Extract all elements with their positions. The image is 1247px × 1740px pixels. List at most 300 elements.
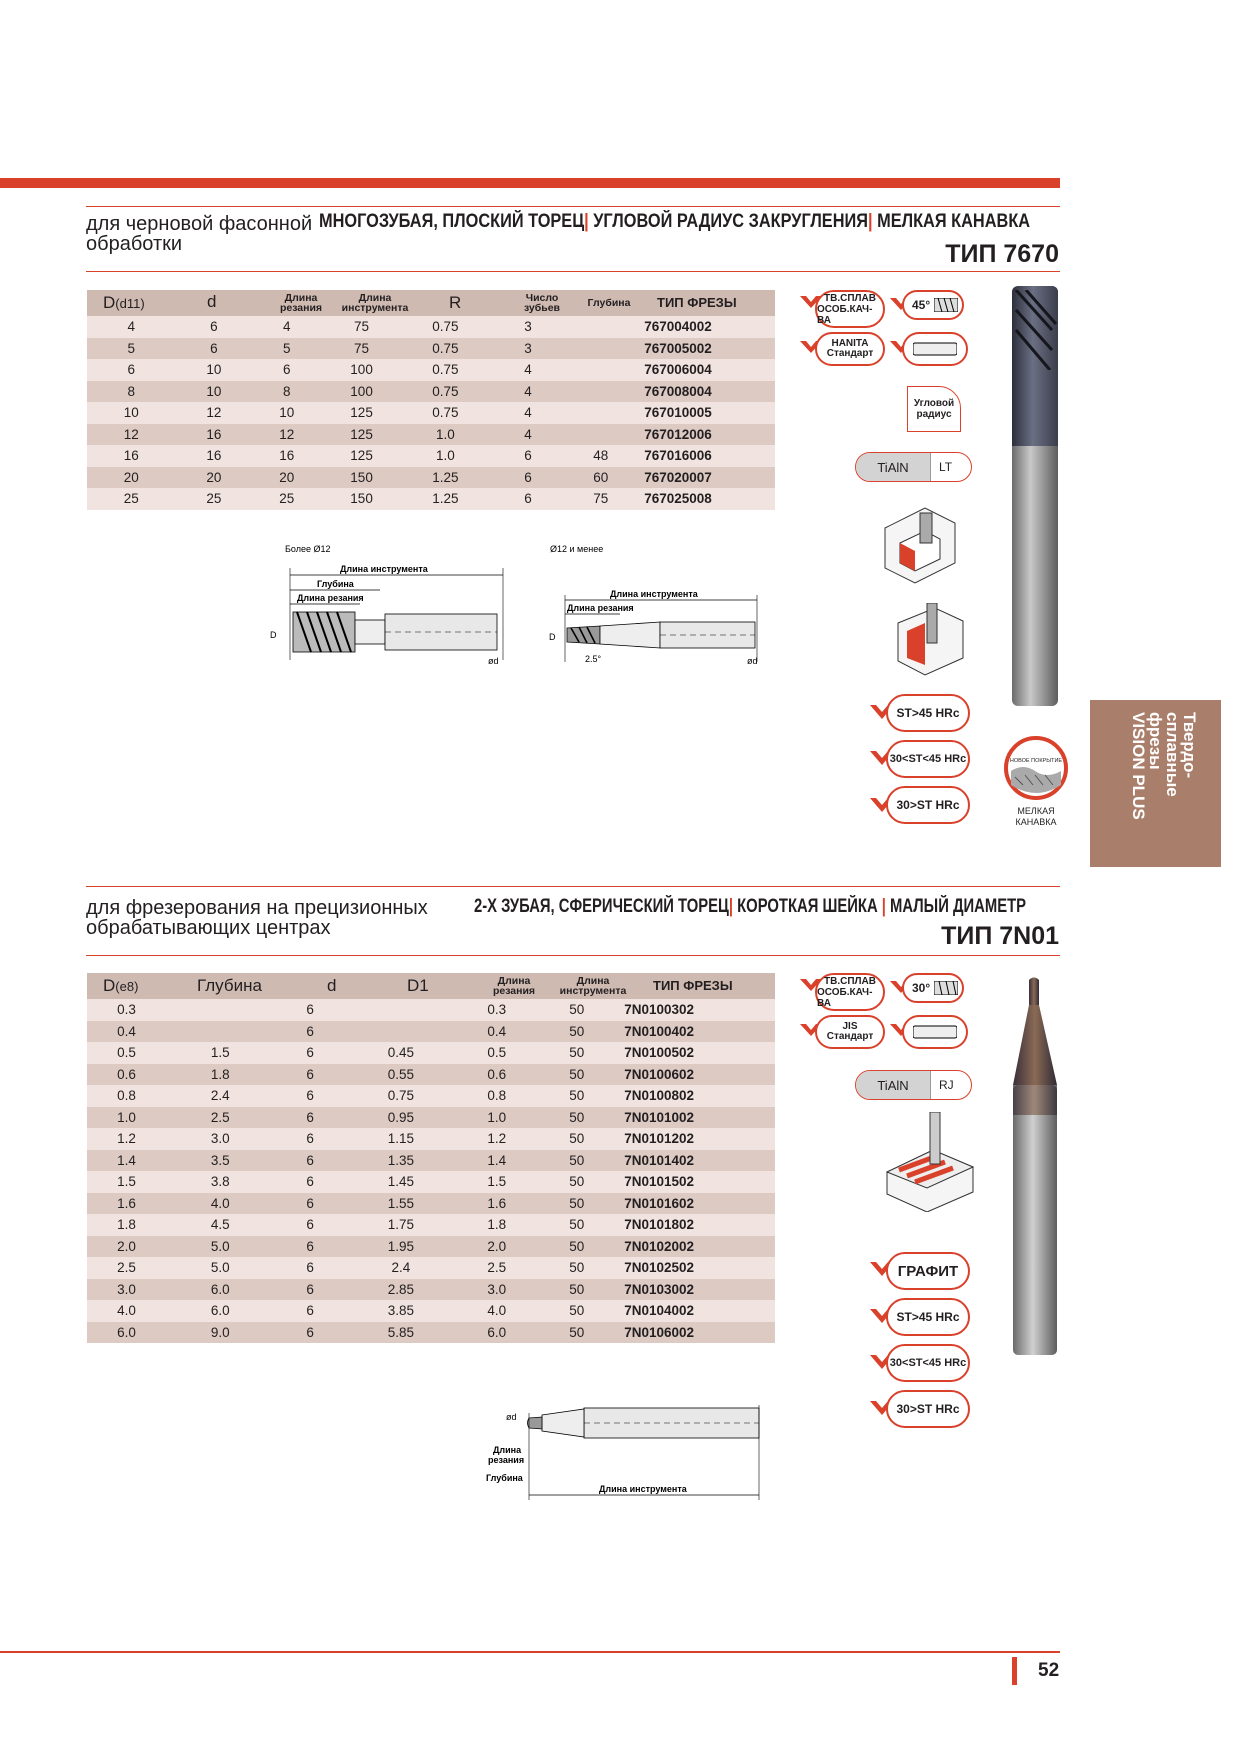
section2-type: ТИП 7N01 [941, 922, 1059, 950]
table-cell: 4.0 [87, 1300, 166, 1322]
table-row [87, 359, 775, 381]
col-cut-length: Длина резания [492, 975, 536, 997]
table-cell: 10 [176, 381, 253, 403]
table-cell: 6 [275, 1279, 346, 1301]
table-cell [567, 402, 634, 424]
table-cell: 7N0104002 [616, 1300, 775, 1322]
table-cell: 12 [176, 402, 253, 424]
table-cell: 125 [321, 402, 402, 424]
table-cell: 5 [87, 338, 176, 360]
table-cell: 2.0 [87, 1236, 166, 1258]
table-row [87, 999, 775, 1021]
table-cell: 6 [275, 1171, 346, 1193]
table-cell [346, 999, 457, 1021]
material-badge: ТВ.СПЛАВ ОСОБ.КАЧ-ВА [815, 973, 885, 1011]
table-cell: 50 [537, 1322, 616, 1344]
col-d: d [207, 292, 217, 311]
table-row [87, 1085, 775, 1107]
table-cell: 50 [537, 1085, 616, 1107]
col-D: D(d11) [103, 293, 145, 312]
table-cell: 767010005 [634, 402, 775, 424]
table-cell: 7N0102502 [616, 1257, 775, 1279]
col-D1: D1 [407, 976, 429, 995]
table-cell: 1.8 [87, 1214, 166, 1236]
table-cell: 6 [275, 1128, 346, 1150]
col-D: D(e8) [103, 976, 139, 995]
table-cell: 0.3 [456, 999, 537, 1021]
table-cell: 50 [537, 1128, 616, 1150]
coating-code: LT [939, 460, 953, 474]
headline-part: УГЛОВОЙ РАДИУС ЗАКРУГЛЕНИЯ [593, 211, 868, 232]
table-cell: 1.0 [402, 445, 489, 467]
side-tab-line: сплавные [1163, 712, 1182, 797]
table-cell: 6 [275, 1322, 346, 1344]
table-cell: 8 [87, 381, 176, 403]
table-cell: 1.6 [87, 1193, 166, 1215]
hardness-badge: ST>45 HRc [886, 694, 970, 732]
page-number: 52 [1038, 1660, 1060, 1681]
table-cell: 20 [176, 467, 253, 489]
table-row [87, 338, 775, 360]
diagram-ball-nose [484, 1405, 784, 1510]
dim-label: D [270, 630, 277, 640]
table-cell: 50 [537, 1279, 616, 1301]
table-cell: 2.5 [87, 1257, 166, 1279]
coating-code: RJ [939, 1078, 954, 1092]
table-cell: 0.75 [346, 1085, 457, 1107]
end-mill-7N01-image [1005, 975, 1065, 1365]
table-cell: 1.6 [456, 1193, 537, 1215]
table-cell: 75 [321, 316, 402, 338]
table-cell: 3.8 [166, 1171, 275, 1193]
subtitle-line: обработки [86, 233, 183, 255]
helix-icon [934, 981, 958, 995]
headline-part: МАЛЫЙ ДИАМЕТР [890, 896, 1027, 917]
table-cell: 3.0 [87, 1279, 166, 1301]
table-cell: 1.2 [87, 1128, 166, 1150]
table-cell: 50 [537, 1021, 616, 1043]
cylinder-icon [913, 342, 957, 356]
table-cell: 16 [252, 445, 321, 467]
headline-part: МНОГОЗУБАЯ, ПЛОСКИЙ ТОРЕЦ [319, 211, 585, 232]
table-cell: 1.5 [166, 1042, 275, 1064]
table-cell: 3.5 [166, 1150, 275, 1172]
table-cell: 0.6 [456, 1064, 537, 1086]
table-row [87, 1021, 775, 1043]
table-cell: 100 [321, 359, 402, 381]
dim-label: Длина инструмента [340, 564, 428, 574]
table-cell: 50 [537, 1042, 616, 1064]
headline-part: МЕЛКАЯ КАНАВКА [877, 211, 1031, 232]
col-d: d [327, 976, 337, 995]
table-cell: 7N0101002 [616, 1107, 775, 1129]
table-cell: 1.4 [456, 1150, 537, 1172]
table-cell [567, 424, 634, 446]
material-badge: ТВ.СПЛАВ ОСОБ.КАЧ-ВА [815, 290, 885, 328]
table-cell: 4.0 [456, 1300, 537, 1322]
table-cell: 6 [275, 999, 346, 1021]
table-cell: 2.85 [346, 1279, 457, 1301]
table-cell: 75 [567, 488, 634, 510]
table-cell: 0.95 [346, 1107, 457, 1129]
table-cell: 6 [275, 1214, 346, 1236]
table-cell: 50 [537, 999, 616, 1021]
table-cell: 7N0101202 [616, 1128, 775, 1150]
table-cell: 6 [275, 1193, 346, 1215]
table-cell [166, 1021, 275, 1043]
table-cell: 0.5 [456, 1042, 537, 1064]
table-cell: 0.75 [402, 316, 489, 338]
table-cell: 1.35 [346, 1150, 457, 1172]
table-cell: 25 [252, 488, 321, 510]
section2-subtitle [86, 898, 428, 938]
table-cell: 10 [87, 402, 176, 424]
table-cell: 1.0 [87, 1107, 166, 1129]
hardness-badge: 30>ST HRc [886, 1390, 970, 1428]
dim-label: Глубина [317, 579, 354, 589]
col-tool-length: Длина инструмента [559, 975, 627, 997]
table-cell: 7N0101602 [616, 1193, 775, 1215]
dim-label: Глубина [486, 1473, 523, 1483]
table-cell: 8 [252, 381, 321, 403]
table-cell: 1.15 [346, 1128, 457, 1150]
table-row [87, 381, 775, 403]
table-cell: 2.5 [166, 1107, 275, 1129]
shank-shape-badge [902, 1015, 968, 1049]
coating-name: TiAlN [856, 453, 931, 481]
table-row [87, 488, 775, 510]
dim-label: 2.5° [585, 654, 602, 664]
table-cell: 4 [87, 316, 176, 338]
top-accent-bar [0, 178, 1060, 188]
dim-label: резания [488, 1455, 525, 1465]
table-cell [166, 999, 275, 1021]
section2-bottom-rule [86, 955, 1060, 956]
table-cell: 767020007 [634, 467, 775, 489]
diagram-small-dia [525, 540, 775, 670]
table-cell: 25 [87, 488, 176, 510]
table-cell: 12 [87, 424, 176, 446]
helix-angle-badge: 30° [902, 973, 964, 1003]
table-cell: 1.55 [346, 1193, 457, 1215]
slotting-illustration-icon [895, 603, 965, 678]
table-cell: 1.5 [87, 1171, 166, 1193]
table-cell: 1.5 [456, 1171, 537, 1193]
table-cell: 5.0 [166, 1236, 275, 1258]
table-cell: 20 [252, 467, 321, 489]
section1-headline: МНОГОЗУБАЯ, ПЛОСКИЙ ТОРЕЦ| УГЛОВОЙ РАДИУС ЗАКРУГЛЕНИЯ| МЕЛКАЯ КАНАВКА [319, 211, 1031, 232]
table-cell: 60 [567, 467, 634, 489]
helix-angle-badge: 45° [902, 290, 964, 320]
table-cell: 16 [176, 445, 253, 467]
headline-part: 2-Х ЗУБАЯ, СФЕРИЧЕСКИЙ ТОРЕЦ [474, 896, 729, 917]
new-coating-icon [1003, 735, 1069, 801]
table-cell: 4 [489, 359, 568, 381]
table-cell: 1.25 [402, 488, 489, 510]
section1-type: ТИП 7670 [945, 240, 1059, 268]
table-cell: 2.5 [456, 1257, 537, 1279]
shank-standard-badge: JIS Стандарт [815, 1015, 885, 1049]
table-cell: 1.45 [346, 1171, 457, 1193]
shank-shape-badge [902, 332, 968, 366]
table-row [87, 1042, 775, 1064]
table-cell: 0.3 [87, 999, 166, 1021]
section1-table-header [87, 290, 775, 316]
table-cell: 6.0 [87, 1322, 166, 1344]
bottom-rule [0, 1651, 1060, 1653]
table-cell: 25 [176, 488, 253, 510]
table-row [87, 1064, 775, 1086]
table-cell: 6.0 [166, 1279, 275, 1301]
table-cell: 7N0101802 [616, 1214, 775, 1236]
table-cell: 4.5 [166, 1214, 275, 1236]
table-cell: 6 [489, 488, 568, 510]
table-cell: 125 [321, 445, 402, 467]
table-cell: 767005002 [634, 338, 775, 360]
dim-label: Длина резания [297, 593, 364, 603]
table-cell: 7N0100602 [616, 1064, 775, 1086]
table-cell: 125 [321, 424, 402, 446]
table-cell [567, 359, 634, 381]
col-code: ТИП ФРЕЗЫ [657, 295, 737, 310]
table-cell: 767006004 [634, 359, 775, 381]
table-row [87, 1171, 775, 1193]
table-cell [567, 381, 634, 403]
table-cell: 1.95 [346, 1236, 457, 1258]
col-R: R [449, 293, 462, 312]
table-cell: 0.75 [402, 338, 489, 360]
cylinder-icon [913, 1025, 957, 1039]
col-depth: Глубина [197, 976, 262, 995]
table-cell: 50 [537, 1064, 616, 1086]
dim-label: ød [747, 656, 758, 666]
section1-table [87, 316, 775, 510]
dim-label: Длина инструмента [599, 1484, 687, 1494]
table-cell: 9.0 [166, 1322, 275, 1344]
table-cell: 0.8 [456, 1085, 537, 1107]
table-cell: 75 [321, 338, 402, 360]
table-cell: 0.4 [87, 1021, 166, 1043]
table-cell [567, 338, 634, 360]
table-cell: 767004002 [634, 316, 775, 338]
table-cell: 1.0 [402, 424, 489, 446]
table-cell: 0.75 [402, 381, 489, 403]
dim-label: Длина [493, 1445, 522, 1455]
table-cell: 0.6 [87, 1064, 166, 1086]
table-cell: 0.45 [346, 1042, 457, 1064]
table-cell: 6 [489, 467, 568, 489]
side-tab-line: фрезы [1146, 712, 1165, 770]
table-cell: 3 [489, 338, 568, 360]
table-cell: 7N0101502 [616, 1171, 775, 1193]
table-row [87, 467, 775, 489]
section2-table-header [87, 973, 775, 999]
table-cell: 0.55 [346, 1064, 457, 1086]
roughing-illustration-icon [880, 503, 960, 585]
table-cell: 0.4 [456, 1021, 537, 1043]
table-cell: 767025008 [634, 488, 775, 510]
table-cell: 50 [537, 1193, 616, 1215]
table-cell: 100 [321, 381, 402, 403]
table-cell: 0.8 [87, 1085, 166, 1107]
table-cell: 6 [176, 316, 253, 338]
table-cell: 16 [87, 445, 176, 467]
coating-badge [855, 452, 972, 482]
table-cell: 7N0100502 [616, 1042, 775, 1064]
table-cell [346, 1021, 457, 1043]
table-cell: 5 [252, 338, 321, 360]
table-cell: 1.8 [456, 1214, 537, 1236]
table-cell: 1.2 [456, 1128, 537, 1150]
dim-label: ød [506, 1412, 517, 1422]
ball-milling-illustration-icon [885, 1112, 975, 1212]
table-cell: 1.75 [346, 1214, 457, 1236]
table-cell: 3 [489, 316, 568, 338]
diagram-large-dia [265, 540, 520, 670]
new-coating-label: НОВОЕ ПОКРЫТИЕ [1009, 758, 1063, 764]
corner-radius-badge: Угловой радиус [907, 386, 961, 432]
subtitle-line: для черновой фасонной [86, 213, 313, 235]
side-tab-line: Твердо- [1180, 712, 1199, 779]
table-cell: 16 [176, 424, 253, 446]
table-cell: 12 [252, 424, 321, 446]
table-cell: 2.0 [456, 1236, 537, 1258]
dim-label: Длина инструмента [610, 589, 698, 599]
table-row [87, 1300, 775, 1322]
table-cell: 6 [275, 1257, 346, 1279]
table-cell: 767016006 [634, 445, 775, 467]
table-cell: 10 [176, 359, 253, 381]
table-row [87, 1128, 775, 1150]
table-cell: 6.0 [166, 1300, 275, 1322]
page-number-marker [1012, 1657, 1017, 1685]
category-side-tab [1090, 700, 1221, 867]
coating-name: TiAlN [856, 1071, 931, 1099]
table-cell: 4 [489, 424, 568, 446]
table-cell: 4.0 [166, 1193, 275, 1215]
table-cell: 7N0102002 [616, 1236, 775, 1258]
dim-label: D [549, 632, 556, 642]
table-cell: 1.0 [456, 1107, 537, 1129]
table-cell: 6 [275, 1042, 346, 1064]
col-teeth: Число зубьев [523, 292, 561, 314]
table-cell: 6 [275, 1236, 346, 1258]
table-row [87, 1236, 775, 1258]
table-cell: 48 [567, 445, 634, 467]
section1-bottom-rule [86, 271, 1060, 272]
section2-table [87, 999, 775, 1343]
col-tool-length: Длина инструмента [341, 292, 409, 314]
subtitle-line: для фрезерования на прецизионных [86, 897, 428, 919]
table-cell: 6 [275, 1064, 346, 1086]
table-row [87, 1193, 775, 1215]
table-cell: 50 [537, 1214, 616, 1236]
table-row [87, 1322, 775, 1344]
table-cell: 7N0101402 [616, 1150, 775, 1172]
table-cell: 50 [537, 1236, 616, 1258]
table-cell: 4 [489, 402, 568, 424]
graphite-badge: ГРАФИТ [886, 1252, 970, 1290]
section2-headline: 2-Х ЗУБАЯ, СФЕРИЧЕСКИЙ ТОРЕЦ| КОРОТКАЯ ШЕЙКА | МАЛЫЙ ДИАМЕТР [474, 896, 1027, 917]
table-row [87, 1257, 775, 1279]
section1-subtitle [86, 214, 312, 254]
table-cell: 150 [321, 488, 402, 510]
table-cell: 50 [537, 1300, 616, 1322]
table-cell: 3.85 [346, 1300, 457, 1322]
table-cell: 7N0106002 [616, 1322, 775, 1344]
table-cell: 5.85 [346, 1322, 457, 1344]
table-row [87, 1214, 775, 1236]
coating-badge [855, 1070, 972, 1100]
table-cell: 767008004 [634, 381, 775, 403]
table-cell [567, 316, 634, 338]
table-cell: 7N0100802 [616, 1085, 775, 1107]
table-cell: 6 [275, 1085, 346, 1107]
table-cell: 1.4 [87, 1150, 166, 1172]
hardness-badge: 30<ST<45 HRc [886, 740, 970, 778]
table-cell: 6.0 [456, 1322, 537, 1344]
table-cell: 767012006 [634, 424, 775, 446]
table-cell: 50 [537, 1107, 616, 1129]
table-cell: 3.0 [166, 1128, 275, 1150]
hardness-badge: ST>45 HRc [886, 1298, 970, 1336]
table-cell: 0.5 [87, 1042, 166, 1064]
table-cell: 50 [537, 1257, 616, 1279]
table-row [87, 445, 775, 467]
section1-top-rule [86, 206, 1060, 207]
table-row [87, 1107, 775, 1129]
table-row [87, 1279, 775, 1301]
section2-top-rule [86, 886, 1060, 887]
table-cell: 6 [275, 1107, 346, 1129]
col-depth: Глубина [587, 297, 631, 309]
table-cell: 6 [275, 1300, 346, 1322]
table-cell: 6 [176, 338, 253, 360]
shank-standard-badge: HANITA Стандарт [815, 332, 885, 366]
table-cell: 7N0100402 [616, 1021, 775, 1043]
table-cell: 4 [489, 381, 568, 403]
flute-lines-icon [1012, 290, 1058, 370]
table-cell: 10 [252, 402, 321, 424]
table-cell: 2.4 [346, 1257, 457, 1279]
dim-label: Длина резания [567, 603, 634, 613]
table-cell: 6 [252, 359, 321, 381]
table-cell: 7N0100302 [616, 999, 775, 1021]
table-cell: 6 [489, 445, 568, 467]
table-cell: 5.0 [166, 1257, 275, 1279]
hardness-badge: 30>ST HRc [886, 786, 970, 824]
diagram-caption: Ø12 и менее [550, 544, 604, 554]
table-row [87, 316, 775, 338]
shallow-flute-label: МЕЛКАЯ КАНАВКА [1015, 806, 1057, 827]
table-cell: 1.25 [402, 467, 489, 489]
table-cell: 4 [252, 316, 321, 338]
dim-label: ød [488, 656, 499, 666]
table-cell: 50 [537, 1171, 616, 1193]
table-cell: 1.8 [166, 1064, 275, 1086]
table-row [87, 424, 775, 446]
table-cell: 6 [87, 359, 176, 381]
col-code: ТИП ФРЕЗЫ [653, 978, 733, 993]
table-cell: 150 [321, 467, 402, 489]
table-cell: 0.75 [402, 402, 489, 424]
table-cell: 20 [87, 467, 176, 489]
side-tab-line: VISION PLUS [1129, 712, 1148, 820]
hardness-badge: 30<ST<45 HRc [886, 1344, 970, 1382]
helix-icon [934, 298, 958, 312]
table-cell: 7N0103002 [616, 1279, 775, 1301]
diagram-caption: Более Ø12 [285, 544, 331, 554]
